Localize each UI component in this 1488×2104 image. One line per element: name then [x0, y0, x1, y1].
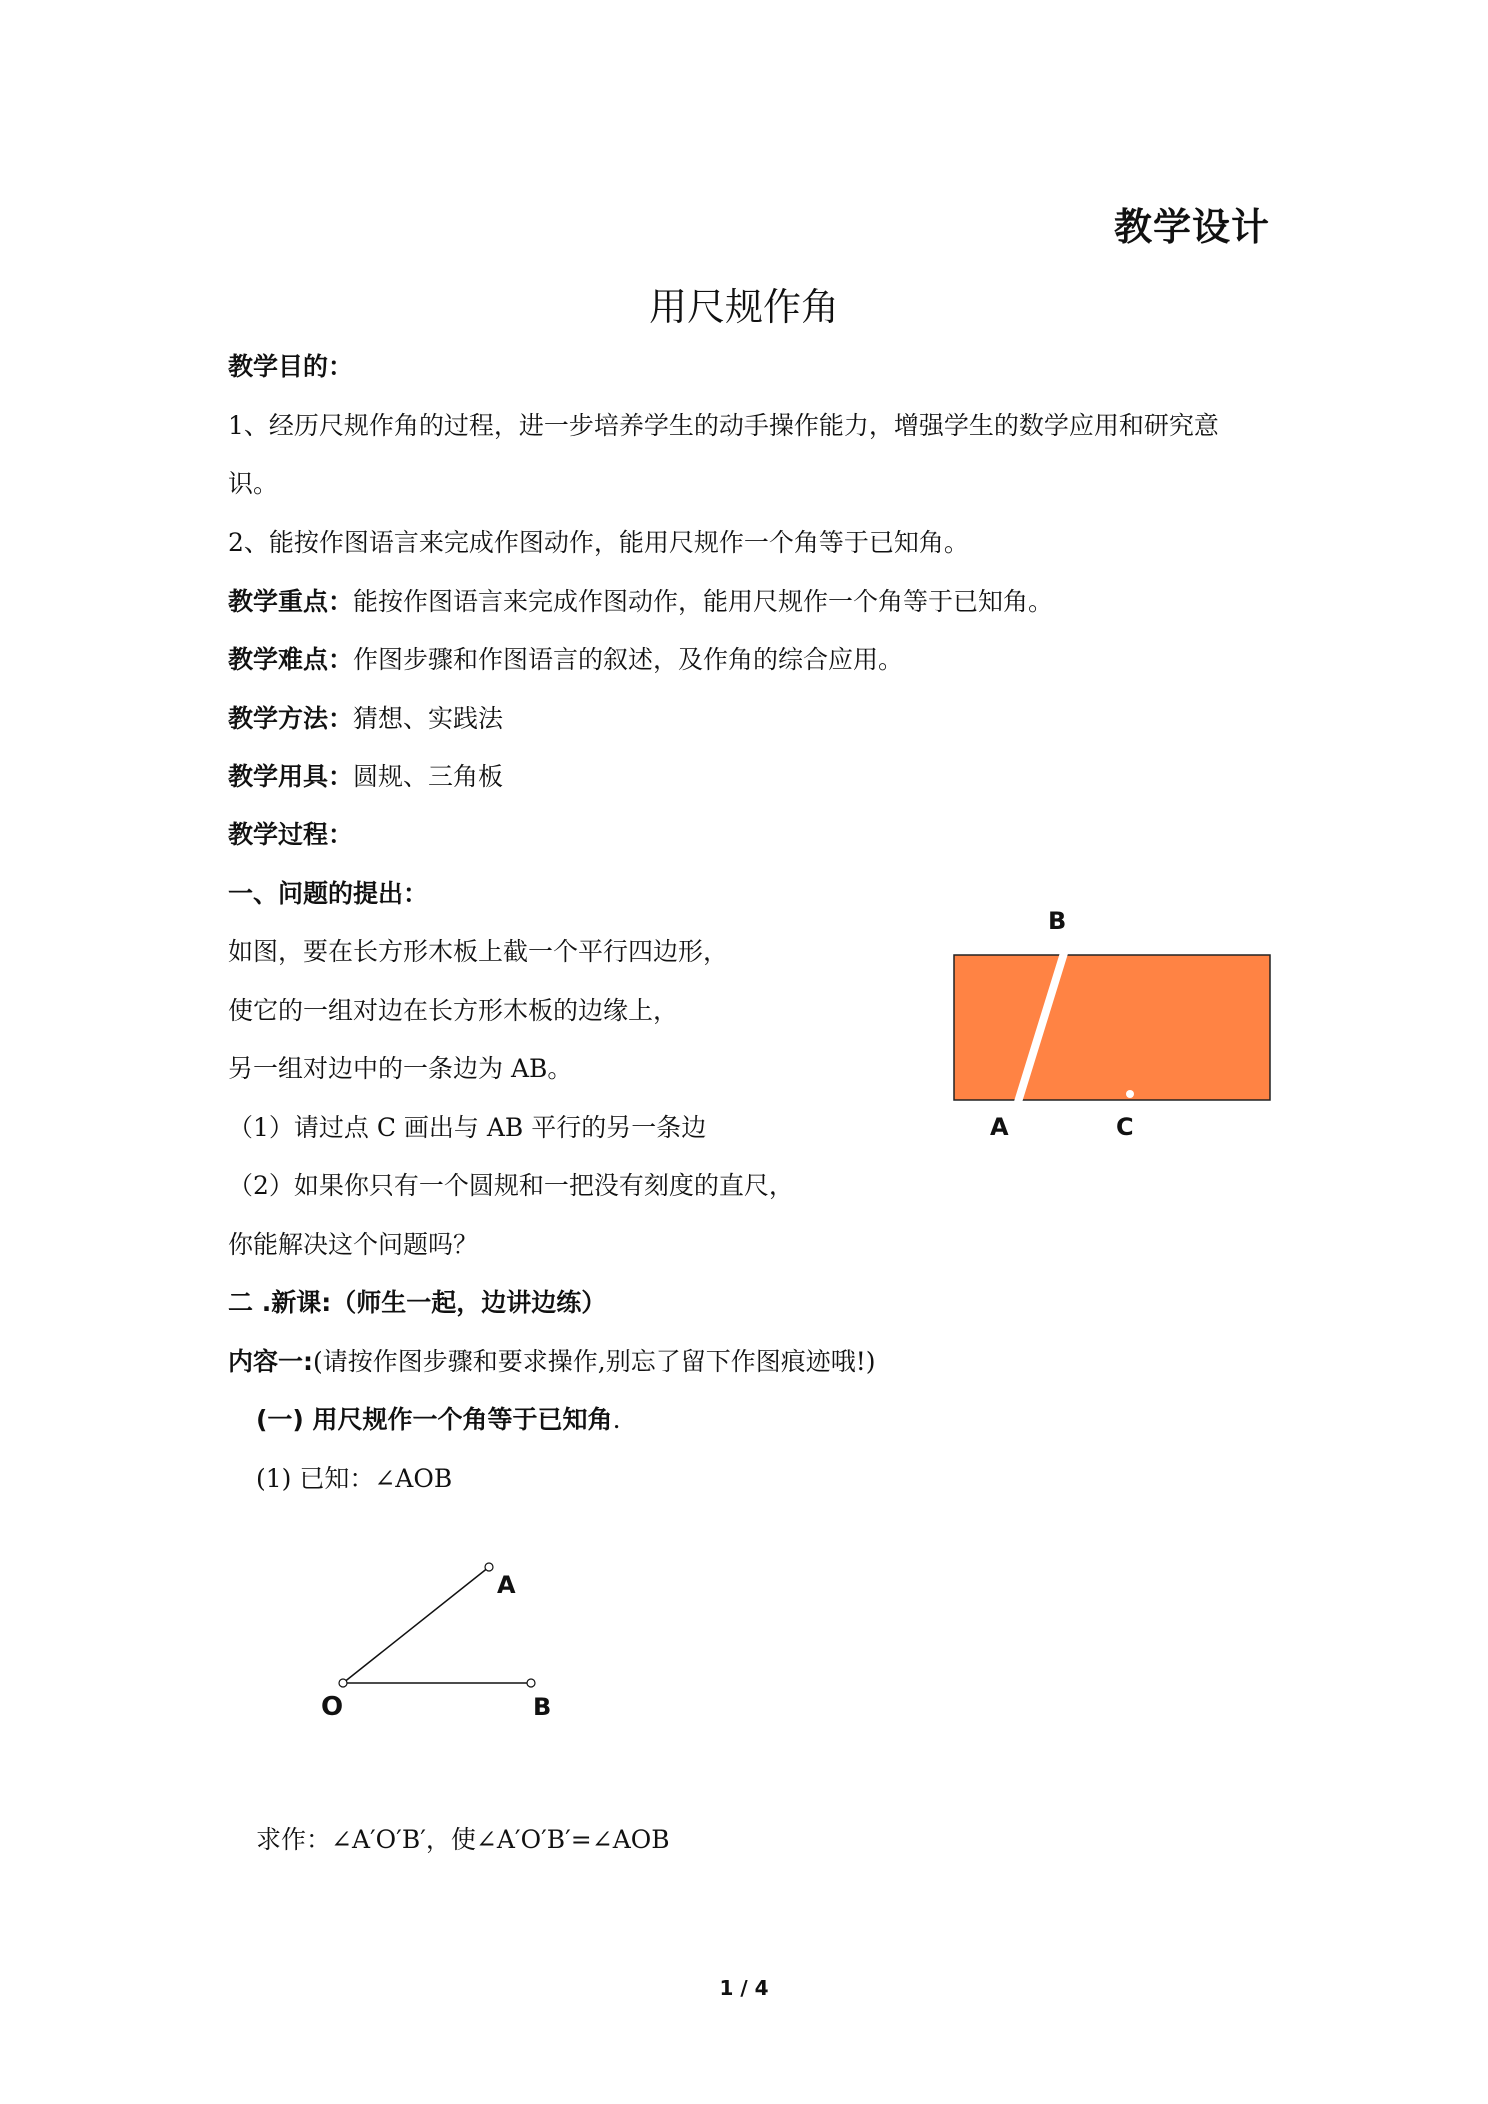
objective-1-line-2: 识。	[228, 469, 279, 498]
angle-label-o: O	[321, 1692, 344, 1722]
subsection-1	[256, 1403, 621, 1437]
content-1	[228, 1345, 876, 1379]
tools	[228, 760, 503, 794]
ray-oa	[343, 1567, 489, 1683]
point-c	[1126, 1090, 1134, 1098]
board-label-b: B	[1048, 907, 1067, 935]
board-figure	[940, 905, 1280, 1145]
problem-line-1: 如图，要在长方形木板上截一个平行四边形，	[228, 937, 729, 966]
problem-question-3: 你能解决这个问题吗？	[228, 1230, 479, 1259]
key-point-label: 教学重点：	[228, 587, 354, 616]
objective-2: 2、能按作图语言来完成作图动作，能用尺规作一个角等于已知角。	[228, 528, 969, 557]
problem-line-3: 另一组对边中的一条边为 AB。	[228, 1054, 573, 1083]
given-angle: (1) 已知：∠AOB	[256, 1464, 453, 1493]
board-label-c: C	[1116, 1113, 1134, 1141]
content-1-label: 内容一:	[228, 1347, 313, 1376]
method-label: 教学方法：	[228, 704, 354, 733]
section-1-heading: 一、问题的提出：	[228, 879, 429, 908]
board-label-a: A	[990, 1113, 1009, 1141]
point-a	[485, 1563, 493, 1571]
required-construction: 求作：∠A′O′B′，使∠A′O′B′=∠AOB	[256, 1825, 670, 1854]
document-title: 用尺规作角	[648, 285, 839, 329]
key-point	[228, 585, 1053, 619]
objectives-heading: 教学目的：	[228, 352, 354, 381]
method	[228, 702, 503, 736]
point-b	[527, 1679, 535, 1687]
problem-question-1: （1）请过点 C 画出与 AB 平行的另一条边	[228, 1113, 707, 1142]
problem-question-2: （2）如果你只有一个圆规和一把没有刻度的直尺，	[228, 1171, 794, 1200]
process-heading: 教学过程：	[228, 820, 354, 849]
content-1-text: (请按作图步骤和要求操作,别忘了留下作图痕迹哦!)	[313, 1347, 876, 1376]
problem-line-2: 使它的一组对边在长方形木板的边缘上，	[228, 996, 679, 1025]
difficulty-text: 作图步骤和作图语言的叙述，及作角的综合应用。	[353, 645, 904, 674]
angle-aob-figure	[315, 1545, 575, 1725]
objective-1-line-1: 1、经历尺规作角的过程，进一步培养学生的动手操作能力，增强学生的数学应用和研究意	[228, 411, 1219, 440]
tools-text: 圆规、三角板	[353, 762, 504, 791]
angle-label-b: B	[533, 1693, 552, 1721]
section-2-heading: 二 .新课:（师生一起，边讲边练）	[228, 1288, 607, 1317]
difficulty-label: 教学难点：	[228, 645, 354, 674]
subsection-1-period: .	[612, 1405, 621, 1434]
tools-label: 教学用具：	[228, 762, 354, 791]
difficulty	[228, 643, 903, 677]
angle-label-a: A	[497, 1571, 516, 1599]
page-number: 1 / 4	[719, 1976, 769, 2000]
key-point-text: 能按作图语言来完成作图动作，能用尺规作一个角等于已知角。	[353, 587, 1054, 616]
subsection-1-heading: (一) 用尺规作一个角等于已知角	[256, 1405, 613, 1434]
header-title: 教学设计	[1113, 205, 1270, 249]
point-o	[339, 1679, 347, 1687]
board-rectangle	[954, 955, 1270, 1100]
method-text: 猜想、实践法	[353, 704, 504, 733]
